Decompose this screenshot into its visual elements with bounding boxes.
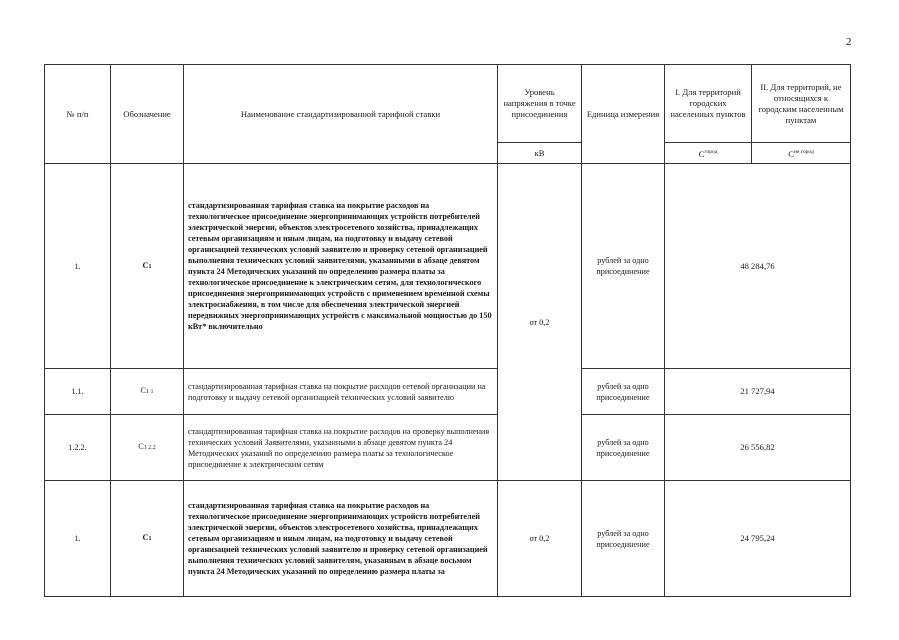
table-row (45, 369, 851, 415)
row-designation: C1 2.2 (111, 415, 184, 481)
urban-symbol: $C^{город}$ (665, 143, 752, 164)
header-name: Наименование стандартизированной тарифной ставки (184, 65, 498, 164)
header-unit: Единица измерения (582, 65, 665, 164)
row-amount: 48 284,76 (665, 164, 851, 369)
table-row (45, 415, 851, 481)
row-name: стандартизированная тарифная ставка на покрытие расходов на технологическое присоединение энергопринимающих устройств потребителей электрической энергии, объектов электросетевого хозяйства, принадлежащих сетевым организациям и иным лицам, на подготовку и выдачу сетевой организацией технических условий заявителю и проверку сетевой организацией выполнения технических условий заявителями, указанными в абзаце девятом пункта 24 Методических указаний по определению размера платы за технологическое присоединение к электрическим сетям, для технологического присоединения энергопринимающих устройств с применением временной схемы электроснабжения, в том числе для обеспечения электрической энергией передвижных энергопринимающих устройств с максимальной мощностью до 150 кВт* включительно (184, 164, 498, 369)
row-num: 1. (45, 164, 111, 369)
row-designation: C1 (111, 481, 184, 597)
row-designation: C1 (111, 164, 184, 369)
page-number: 2 (846, 36, 852, 48)
row-num: 1.1. (45, 369, 111, 415)
header-rural: II. Для территорий, не относящихся к городским населенным пунктам (752, 65, 851, 143)
row-unit: рублей за одно присоединение (582, 415, 665, 481)
row-designation: C1 1 (111, 369, 184, 415)
row-amount: 26 556,82 (665, 415, 851, 481)
row-num: 1.2.2. (45, 415, 111, 481)
row-unit: рублей за одно присоединение (582, 369, 665, 415)
table-row (45, 481, 851, 597)
table-row (45, 164, 851, 369)
row-name: стандартизированная тарифная ставка на покрытие расходов сетевой организации на подготовку и выдачу сетевой организацией технических условий заявителю (184, 369, 498, 415)
header-designation: Обозначение (111, 65, 184, 164)
row-unit: рублей за одно присоединение (582, 481, 665, 597)
row-num: 1. (45, 481, 111, 597)
row-amount: 21 727,94 (665, 369, 851, 415)
row-voltage: от 0,2 (498, 481, 582, 597)
row-name: стандартизированная тарифная ставка на покрытие расходов на проверку выполнения технических условий Заявителями, указанными в абзаце девятом пункта 24 Методических указаний по определению размера платы за технологическое присоединение к электрическим сетям (184, 415, 498, 481)
row-name: стандартизированная тарифная ставка на покрытие расходов на технологическое присоединение энергопринимающих устройств потребителей электрической энергии, объектов электросетевого хозяйства, принадлежащих сетевым организациям и иным лицам, на подготовку и выдачу сетевой организацией технических условий заявителю и проверку сетевой организацией выполнения технических условий заявителям, указанным в абзаце восьмом пункта 24 Методических указаний по определению размера платы за (184, 481, 498, 597)
row-voltage: от 0,2 (498, 164, 582, 481)
row-amount: 24 795,24 (665, 481, 851, 597)
header-urban: I. Для территорий городских населенных пунктов (665, 65, 752, 143)
header-voltage: Уровень напряжения в точке присоединения (498, 65, 582, 143)
header-num: № п/п (45, 65, 111, 164)
table-header-row (45, 65, 851, 143)
tariff-table (44, 64, 851, 597)
unit-voltage: кВ (498, 143, 582, 164)
row-unit: рублей за одно присоединение (582, 164, 665, 369)
rural-symbol: $C^{не город}$ (752, 143, 851, 164)
